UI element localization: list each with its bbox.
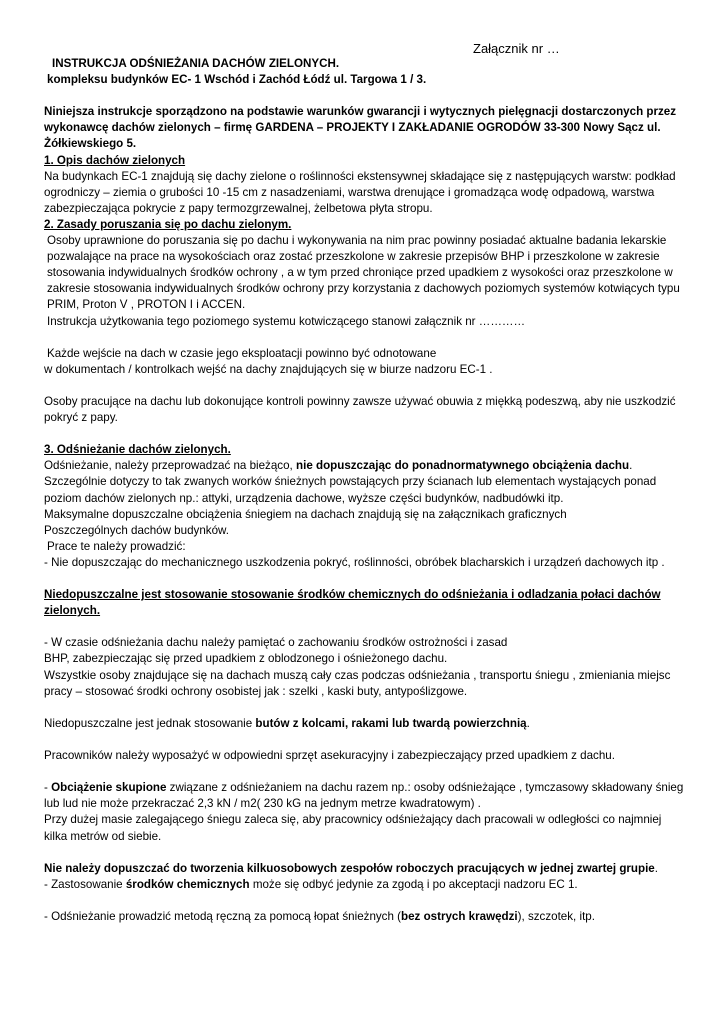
- safety-p4-lead: -: [44, 781, 48, 795]
- safety-paragraph-8: [44, 909, 684, 925]
- section-3-p1-bold: nie dopuszczając do ponadnormatywnego obciążenia dachu: [296, 459, 630, 473]
- section-3-paragraph-3: Prace te należy prowadzić:: [47, 539, 186, 553]
- safety-p7-bold: środków chemicznych: [125, 877, 250, 891]
- safety-p2-lead: Niedopuszczalne jest jednak stosowanie: [44, 716, 253, 730]
- section-3-p1-lead: Odśnieżanie, należy przeprowadzać na bieżąco,: [44, 459, 293, 473]
- safety-p6-bold: Nie należy dopuszczać do tworzenia kilkuosobowych zespołów roboczych pracujących w jednej zwartej grupie: [44, 861, 655, 875]
- safety-p7-lead: - Zastosowanie: [44, 877, 123, 891]
- safety-p8-rest: ), szczotek, itp.: [517, 909, 595, 923]
- safety-p4-bold: Obciążenie skupione: [51, 781, 167, 795]
- section-2-paragraph-3b: w dokumentach / kontrolkach wejść na dachy znajdujących się w biurze nadzoru EC-1 .: [44, 362, 493, 376]
- section-3-p1-rest: . Szczególnie dotyczy to tak zwanych worków śnieżnych powstających przy ścianach lub elementach wystających ponad poziom dachów zielonych np.: attyki, urządzenia dachowe, wyższe części budynków, nadbudówki itp.: [44, 459, 657, 505]
- safety-p8-lead: - Odśnieżanie prowadzić metodą ręczną za pomocą łopat śnieżnych (: [44, 909, 402, 923]
- section-1-body: Na budynkach EC-1 znajdują się dachy zielone o roślinności ekstensywnej składające się z następujących warstw: podkład ogrodniczy – ziemia o grubości 10 -15 cm z nasadzeniami, warstwa drenujące i gromadząca wodę odpadową, warstwa zabezpieczająca pokrycie z papy termozgrzewalnej, żelbetowa płyta stropu.: [44, 169, 676, 215]
- safety-p4-rest: związane z odśnieżaniem na dachu razem np.: osoby odśnieżające , tymczasowy składowany śnieg lub lud nie może przekraczać 2,3 kN / m2( 230 kG na jednym metrze kwadratowym) .: [44, 781, 684, 811]
- section-2-paragraph-1: Osoby uprawnione do poruszania się po dachu i wykonywania na nim prac powinny posiadać aktualne badania lekarskie pozwalające na prace na wysokościach oraz zostać przeszkolone w zakresie przepisów BHP i przeszkolone w zakresie stosowania indywidualnych środków ochrony , a w tym przed chroniące przed upadkiem z wysokości oraz przeszkolone w zakresie stosowania indywidualnych środków ochrony przy korzystania z dachowych poziomych systemów kotwiących typu PRIM, Proton V , PROTON I i ACCEN.: [47, 234, 680, 312]
- section-2-paragraph-2: Instrukcja użytkowania tego poziomego systemu kotwiczącego stanowi załącznik nr …………: [47, 314, 526, 328]
- annex-label: Załącznik nr …: [473, 41, 560, 56]
- chemicals-prohibition-heading: Niedopuszczalne jest stosowanie stosowanie środków chemicznych do odśnieżania i odladzania połaci dachów zielonych.: [44, 588, 661, 618]
- document-title: INSTRUKCJA ODŚNIEŻANIA DACHÓW ZIELONYCH.: [52, 57, 340, 70]
- safety-p6-end: .: [654, 861, 658, 875]
- section-3-paragraph-4: - Nie dopuszczając do mechanicznego uszkodzenia pokryć, roślinności, obróbek blacharskich i urządzeń dachowych itp .: [44, 555, 665, 569]
- safety-p8-bold: bez ostrych krawędzi: [401, 909, 518, 923]
- safety-paragraph-1c: Wszystkie osoby znajdujące się na dachach muszą cały czas podczas odśnieżania , transportu śniegu , zmieniania miejsc pracy – stosować środki ochrony osobistej jak : szelki , kaski buty, antypoślizgowe.: [44, 668, 671, 698]
- section-2-paragraph-3a: Każde wejście na dach w czasie jego eksploatacji powinno być odnotowane: [47, 346, 437, 360]
- safety-paragraph-6: [44, 861, 684, 877]
- safety-p7-rest: może się odbyć jedynie za zgodą i po akceptacji nadzoru EC 1.: [252, 877, 578, 891]
- safety-paragraph-4: [44, 780, 684, 812]
- safety-p2-end: .: [526, 716, 530, 730]
- section-3-paragraph-1: [44, 458, 684, 506]
- section-2-paragraph-4: Osoby pracujące na dachu lub dokonujące kontroli powinny zawsze używać obuwia z miękką podeszwą, aby nie uszkodzić pokryć z papy.: [44, 394, 676, 425]
- document-subtitle: kompleksu budynków EC- 1 Wschód i Zachód Łódź ul. Targowa 1 / 3.: [47, 73, 427, 87]
- section-3-paragraph-2b: Poszczególnych dachów budynków.: [44, 523, 229, 537]
- safety-paragraph-3: Pracowników należy wyposażyć w odpowiedni sprzęt asekuracyjny i zabezpieczający przed upadkiem z dachu.: [44, 749, 615, 763]
- section-1-heading: 1. Opis dachów zielonych: [44, 153, 186, 167]
- safety-paragraph-5: Przy dużej masie zalegającego śniegu zaleca się, aby pracownicy odśnieżający dach pracowali w odległości co najmniej kilka metrów od siebie.: [44, 813, 662, 843]
- safety-paragraph-1a: - W czasie odśnieżania dachu należy pamiętać o zachowaniu środków ostrożności i zasad: [44, 636, 508, 650]
- safety-paragraph-7: [44, 877, 684, 893]
- section-3-heading: 3. Odśnieżanie dachów zielonych.: [44, 443, 231, 457]
- safety-p2-bold: butów z kolcami, rakami lub twardą powierzchnią: [255, 716, 527, 730]
- safety-paragraph-1b: BHP, zabezpieczając się przed upadkiem z oblodzonego i ośnieżonego dachu.: [44, 652, 448, 666]
- intro-paragraph: Niniejsza instrukcje sporządzono na podstawie warunków gwarancji i wytycznych pielęgnacji dostarczonych przez wykonawcę dachów zielonych – firmę GARDENA – PROJEKTY I ZAKŁADANIE OGRODÓW 33-300 Nowy Sącz ul. Żółkiewskiego 5.: [44, 105, 677, 151]
- safety-paragraph-2: [44, 716, 684, 732]
- section-2-heading: 2. Zasady poruszania się po dachu zielonym.: [44, 217, 292, 231]
- document-body: [44, 56, 684, 925]
- section-3-paragraph-2a: Maksymalne dopuszczalne obciążenia śniegiem na dachach znajdują się na załącznikach graficznych: [44, 507, 567, 521]
